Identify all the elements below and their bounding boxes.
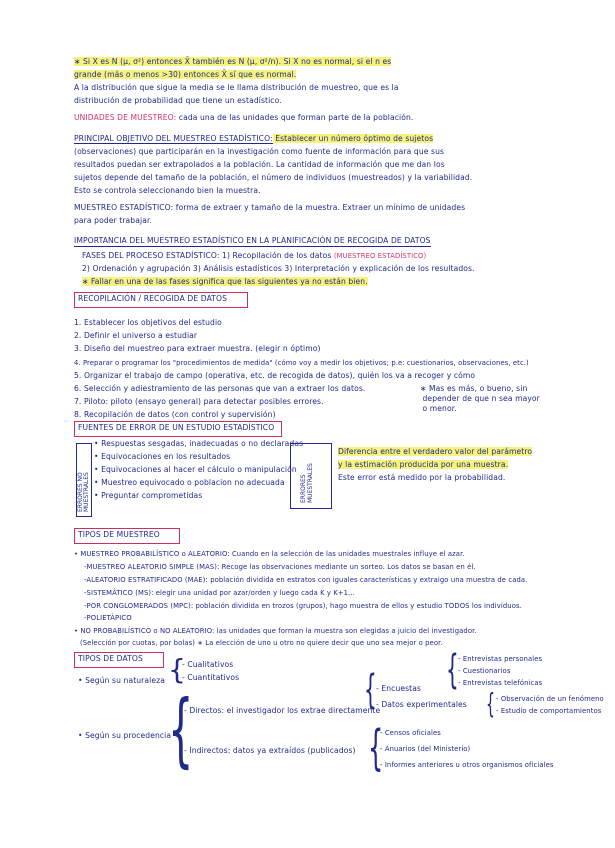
simple-random-sampling: -MUESTREO ALEATORIO SIMPLE (MAS): Recoge las observaciones mediante un sorteo. Los datos se basan en él. bbox=[84, 563, 476, 571]
recopilacion-step-2: 2. Definir el universo a estudiar bbox=[74, 331, 198, 340]
sampling-units-term: UNIDADES DE MUESTREO: bbox=[74, 113, 177, 122]
by-nature-brace: { bbox=[168, 653, 186, 686]
indirect-brace: { bbox=[368, 720, 384, 776]
data-types-title: TIPOS DE DATOS bbox=[78, 654, 143, 663]
survey-type-3: - Entrevistas telefónicas bbox=[458, 679, 543, 687]
objective-text-line-2: resultados puedan ser extrapolados a la población. La cantidad de información que me dan los bbox=[74, 160, 445, 169]
phases-step-1-note: (MUESTREO ESTADÍSTICO) bbox=[333, 252, 427, 260]
main-objective-line bbox=[74, 134, 433, 144]
direct-brace: { bbox=[364, 667, 377, 713]
sampling-error-highlight-1: Diferencia entre el verdadero valor del parámetro bbox=[338, 447, 533, 456]
sampling-distribution-line-1: A la distribución que sigue la media se le llama distribución de muestreo, que es la bbox=[74, 83, 399, 92]
normal-note-highlight: ∗ Si X es N (μ, σ²) entonces X̄ también es N (μ, σ²/n). Si X no es normal, si el n es bbox=[74, 57, 392, 66]
survey-type-2: - Cuestionarios bbox=[458, 667, 511, 675]
recopilacion-step-3: 3. Diseño del muestreo para extraer muestra. (elegir n óptimo) bbox=[74, 344, 321, 353]
sampling-units-line bbox=[74, 113, 413, 123]
sampling-errors-label: ERRORES MUESTRALES bbox=[300, 463, 314, 503]
phases-warning-highlight: ∗ Fallar en una de las fases significa que las siguientes ya no están bien. bbox=[82, 277, 368, 286]
sampling-error-def-1 bbox=[338, 447, 532, 457]
recopilacion-title: RECOPILACIÓN / RECOGIDA DE DATOS bbox=[78, 294, 228, 303]
objective-text-line-3: sujetos depende del tamaño de la población, el número de individuos (muestreados) y la variabilidad. bbox=[74, 173, 473, 182]
objective-text-line-1: (observaciones) que participarán en la investigación como fuente de información para que sus bbox=[74, 147, 445, 156]
non-probabilistic-sampling: • NO PROBABILÍSTICO o NO ALEATORIO: las unidades que forman la muestra son elegidas a juicio del investigador. bbox=[74, 627, 477, 635]
main-objective-heading: PRINCIPAL OBJETIVO DEL MUESTREO ESTADÍSTICO: bbox=[74, 134, 273, 143]
sampling-error-highlight-2: y la estimación producida por una muestra. bbox=[338, 460, 509, 469]
non-sampling-error-5: • Preguntar comprometidas bbox=[94, 491, 203, 500]
surveys-label: - Encuestas bbox=[376, 684, 422, 693]
experimental-brace: { bbox=[486, 687, 495, 720]
survey-type-1: - Entrevistas personales bbox=[458, 655, 543, 663]
normal-note-highlight-2: grande (más o menos >30) entonces X̄ sí que es normal. bbox=[74, 70, 297, 79]
non-sampling-errors-label: ERRORES NO MUESTRALES bbox=[77, 472, 90, 512]
sampling-error-def-3: Este error está medido por la probabilidad. bbox=[338, 473, 506, 482]
experimental-data-label: - Datos experimentales bbox=[376, 700, 467, 709]
recopilacion-step-1: 1. Establecer los objetivos del estudio bbox=[74, 318, 222, 327]
error-sources-title: FUENTES DE ERROR DE UN ESTUDIO ESTADÍSTICO bbox=[78, 423, 275, 432]
sampling-distribution-line-2: distribución de probabilidad que tiene un estadístico. bbox=[74, 96, 282, 105]
non-sampling-error-2: • Equivocaciones en los resultados bbox=[94, 452, 231, 461]
phases-warning bbox=[82, 277, 368, 287]
direct-data: - Directos: el investigador los extrae directamente bbox=[184, 706, 381, 715]
non-sampling-error-1: • Respuestas sesgadas, inadecuadas o no declaradas bbox=[94, 439, 304, 448]
by-origin-label: • Según su procedencia bbox=[78, 731, 172, 740]
sampling-units-definition: cada una de las unidades que forman parte de la población. bbox=[176, 113, 414, 122]
normal-note-line-2 bbox=[74, 70, 296, 80]
experimental-type-2: - Estudio de comportamientos bbox=[496, 707, 602, 715]
recopilacion-step-4: 4. Preparar o programar los "procedimientos de medida" (cómo voy a medir los objetivos; p.e: cuestionarios, observaciones, etc.) bbox=[74, 359, 529, 367]
indirect-data: - Indirectos: datos ya extraídos (publicados) bbox=[184, 746, 356, 755]
by-origin-brace: { bbox=[168, 683, 194, 776]
probabilistic-sampling: • MUESTREO PROBABILÍSTICO o ALEATORIO: Cuando en la selección de las unidades muestrales influye el azar. bbox=[74, 550, 465, 558]
statistical-sampling-line-1: MUESTREO ESTADÍSTICO: forma de extraer y tamaño de la muestra. Extraer un mínimo de unidades bbox=[74, 203, 466, 212]
recopilacion-side-note: ∗ Mas es más, o bueno, sin depender de que n sea mayor o menor. bbox=[420, 384, 540, 413]
phases-step-1: 1) Recopilación de los datos bbox=[219, 251, 334, 260]
phases-line-2: 2) Ordenación y agrupación 3) Análisis estadísticos 3) Interpretación y explicación de los resultados. bbox=[82, 264, 475, 273]
by-nature-label: • Según su naturaleza bbox=[78, 676, 165, 685]
stratified-sampling: -ALEATORIO ESTRATIFICADO (MAE): población dividida en estratos con iguales características y extraigo una muestra de cada. bbox=[84, 576, 528, 584]
non-probabilistic-note: (Selección por cuotas, por bolas) ∗ La elección de uno u otro no quiere decir que uno sea mejor o peor. bbox=[80, 639, 443, 647]
indirect-source-2: - Anuarios (del Ministerio) bbox=[380, 745, 471, 753]
non-sampling-error-3: • Equivocaciones al hacer el cálculo o manipulación bbox=[94, 465, 297, 474]
quantitative-data: - Cuantitativos bbox=[182, 673, 240, 682]
recopilacion-step-5: 5. Organizar el trabajo de campo (operativa, etc. de recogida de datos), quién los va a recoger y cómo bbox=[74, 371, 476, 380]
surveys-brace: { bbox=[446, 647, 459, 693]
phases-label: FASES DEL PROCESO ESTADÍSTICO: bbox=[82, 251, 220, 260]
phases-line-1 bbox=[82, 251, 426, 261]
systematic-sampling: -SISTEMÁTICO (MS): elegir una unidad por azar/orden y luego cada K y K+1... bbox=[84, 589, 355, 597]
indirect-source-3: - Informes anteriores u otros organismos oficiales bbox=[380, 761, 554, 769]
recopilacion-step-7: 7. Piloto: piloto (ensayo general) para detectar posibles errores. bbox=[74, 397, 324, 406]
objective-text-line-4: Esto se controla seleccionando bien la muestra. bbox=[74, 186, 261, 195]
recopilacion-step-6: 6. Selección y adiestramiento de las personas que van a extraer los datos. bbox=[74, 384, 366, 393]
qualitative-data: - Cualitativos bbox=[182, 660, 234, 669]
cluster-sampling: -POR CONGLOMERADOS (MPC): población dividida en trozos (grupos), hago muestra de ellos y estudio TODOS los individuos. bbox=[84, 602, 522, 610]
experimental-type-1: - Observación de un fenómeno bbox=[496, 695, 604, 703]
normal-note-line-1 bbox=[74, 57, 391, 67]
main-objective-highlight: Establecer un número óptimo de sujetos bbox=[272, 134, 434, 143]
non-sampling-error-4: • Muestreo equivocado o poblacion no adecuada bbox=[94, 478, 285, 487]
multistage-sampling: -POLIETÁPICO bbox=[84, 614, 132, 622]
indirect-source-1: - Censos oficiales bbox=[380, 729, 441, 737]
importance-heading: IMPORTANCIA DEL MUESTREO ESTADÍSTICO EN LA PLANIFICACIÓN DE RECOGIDA DE DATOS bbox=[74, 236, 431, 245]
recopilacion-step-8: 8. Recopilación de datos (con control y supervisión) bbox=[74, 410, 276, 419]
sampling-error-def-2 bbox=[338, 460, 508, 470]
statistical-sampling-line-2: para poder trabajar. bbox=[74, 216, 152, 225]
sampling-types-title: TIPOS DE MUESTREO bbox=[78, 530, 160, 539]
